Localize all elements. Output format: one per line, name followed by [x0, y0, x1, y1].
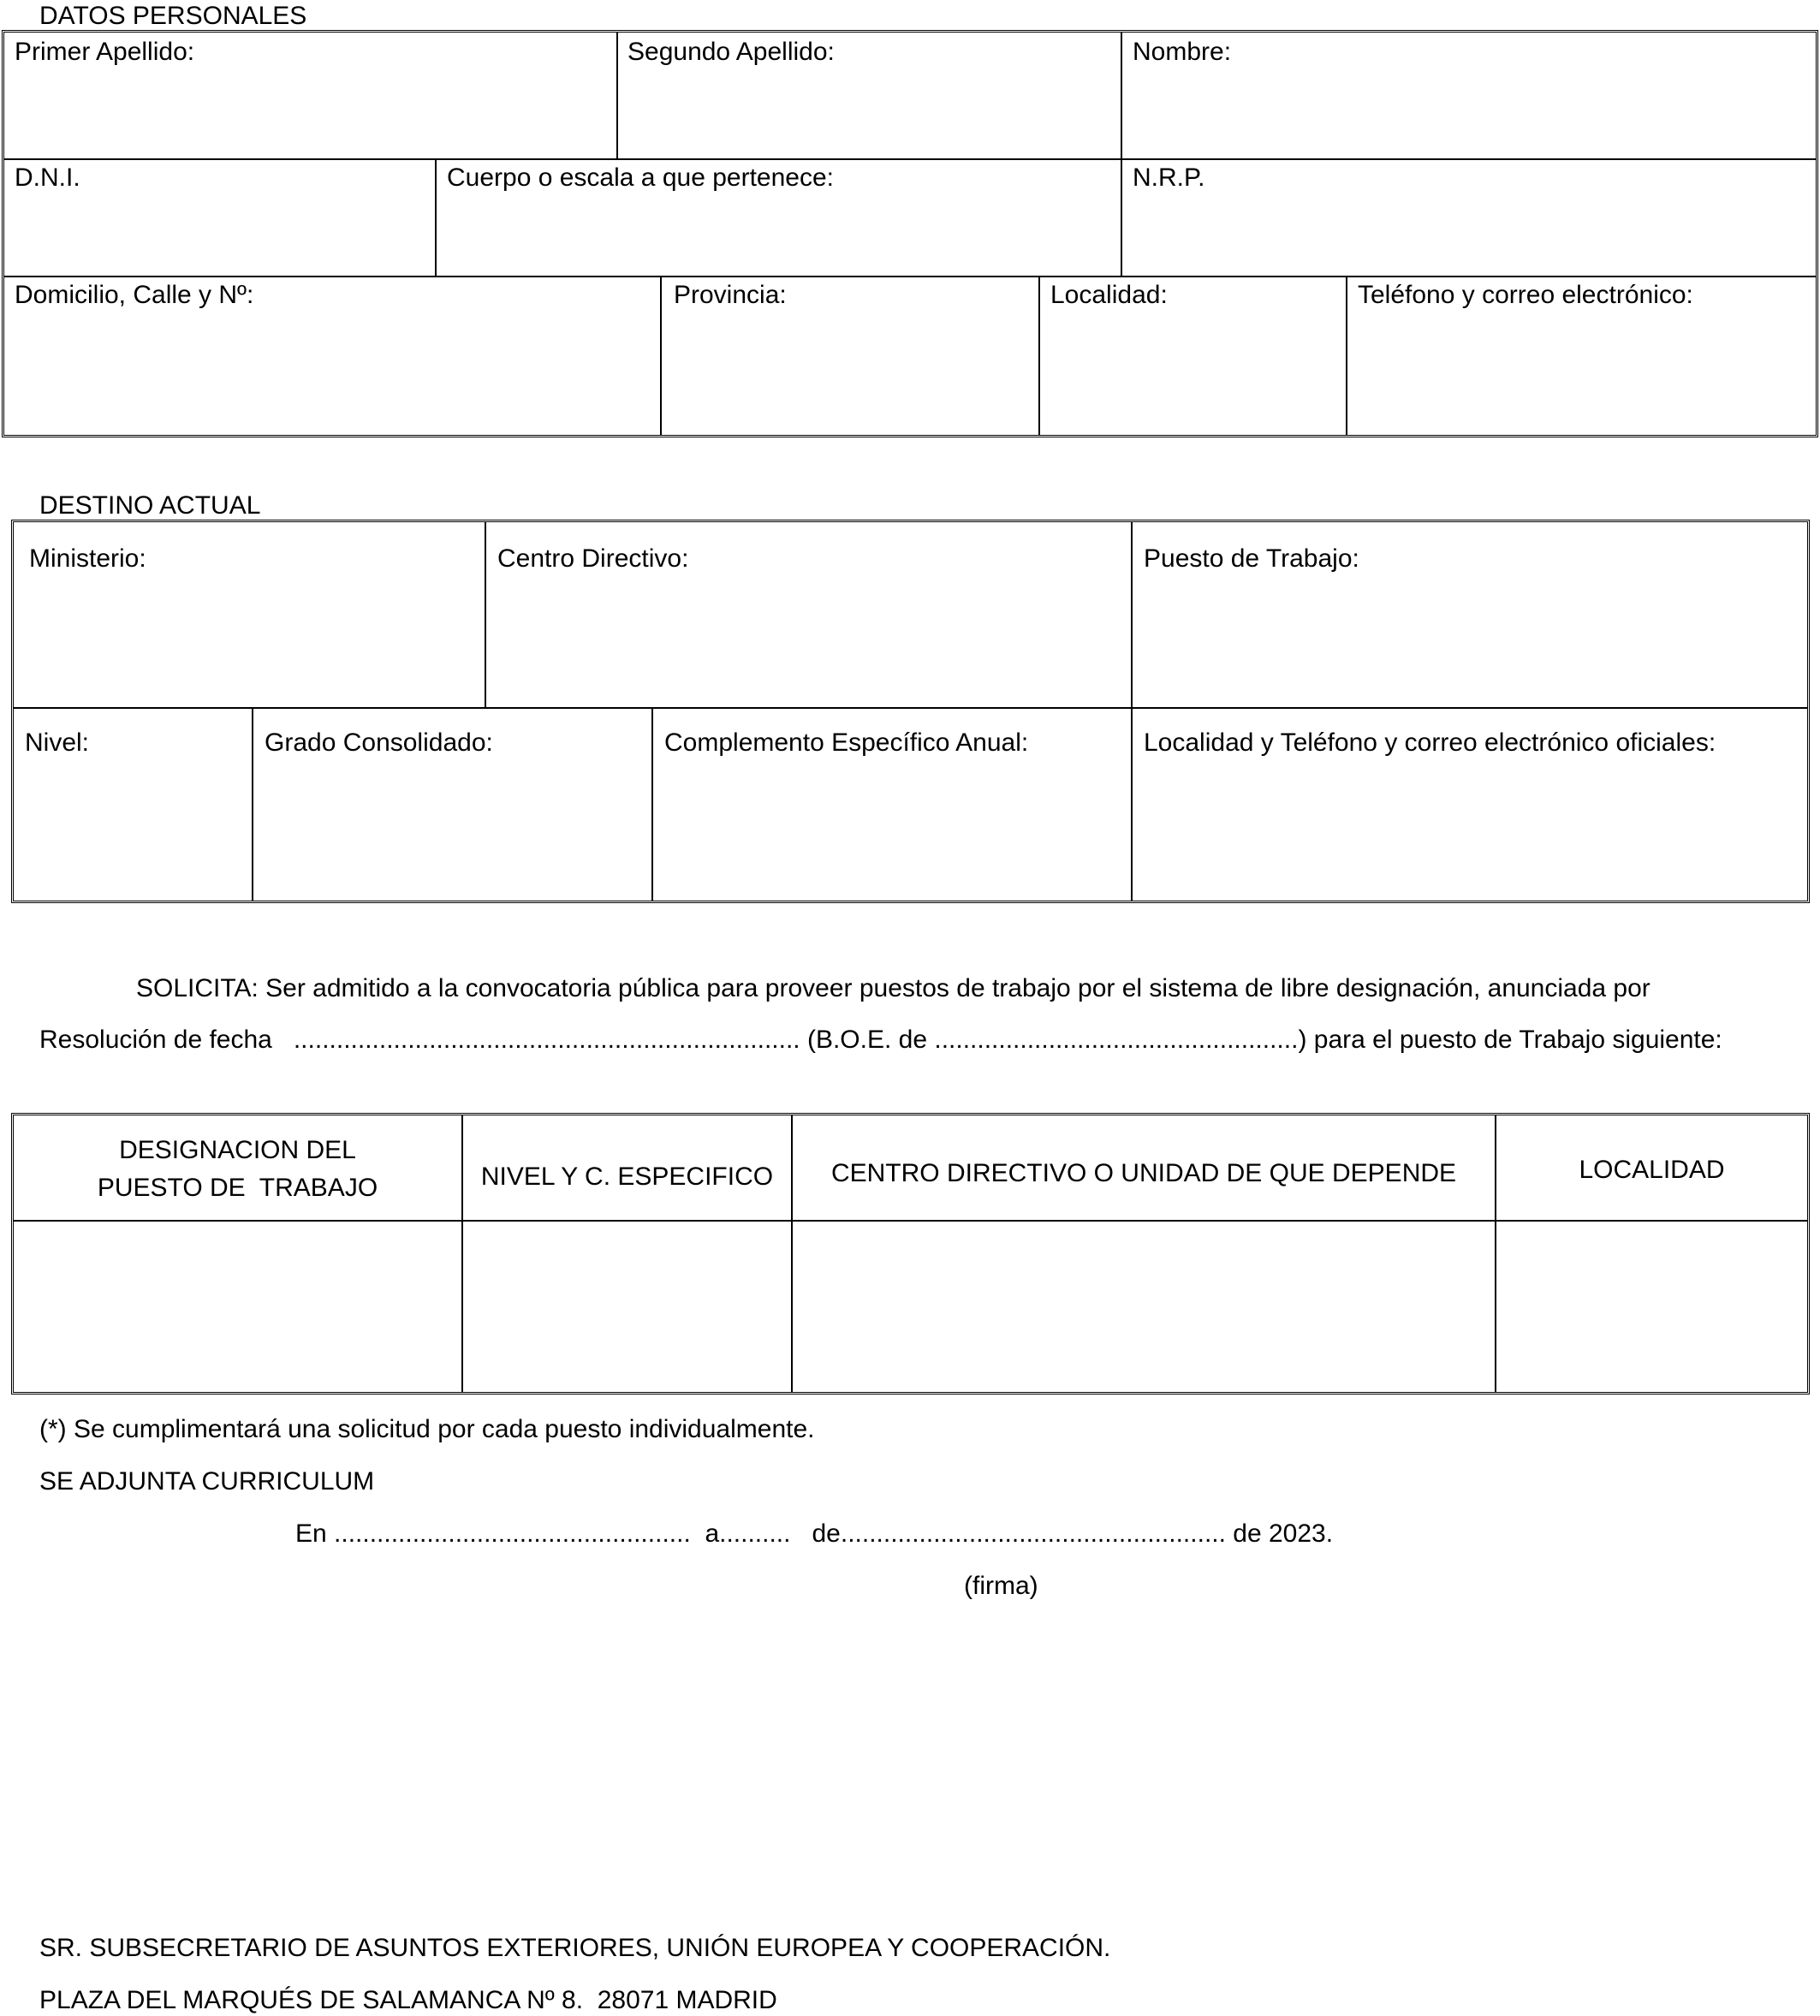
firma-label: (firma) [964, 1572, 1038, 1600]
table-cell-localidad[interactable] [1496, 1222, 1807, 1391]
curriculum-text: SE ADJUNTA CURRICULUM [39, 1467, 375, 1496]
field-nrp[interactable]: N.R.P. [1133, 164, 1205, 192]
table-header-designacion-line1: DESIGNACION DEL [119, 1136, 356, 1164]
section-heading-datos-personales: DATOS PERSONALES [39, 2, 307, 30]
field-ministerio[interactable]: Ministerio: [29, 544, 146, 573]
field-domicilio[interactable]: Domicilio, Calle y Nº: [15, 281, 254, 309]
solicita-text-line1: SOLICITA: Ser admitido a la convocatoria pública para proveer puestos de trabajo por el sistema de libre designación, anunciada por [136, 974, 1650, 1002]
field-nivel[interactable]: Nivel: [25, 728, 90, 757]
field-segundo-apellido[interactable]: Segundo Apellido: [627, 38, 835, 66]
field-puesto-trabajo[interactable]: Puesto de Trabajo: [1144, 544, 1359, 573]
destino-actual-box [11, 520, 1810, 903]
table-cell-designacion[interactable] [14, 1222, 461, 1391]
table-header-nivel: NIVEL Y C. ESPECIFICO [480, 1163, 774, 1191]
divider [14, 707, 1807, 709]
table-header-designacion-line2: PUESTO DE TRABAJO [97, 1173, 378, 1202]
divider [1131, 522, 1133, 901]
fecha-line: En .................................................. a.......... de...................................................... de 2023. [295, 1519, 1334, 1548]
table-header-localidad: LOCALIDAD [1579, 1156, 1725, 1184]
field-complemento-especifico[interactable]: Complemento Específico Anual: [664, 728, 1029, 757]
divider [660, 276, 662, 435]
divider [1038, 276, 1040, 435]
divider [1121, 33, 1122, 158]
datos-personales-box [2, 30, 1818, 437]
divider [252, 707, 253, 901]
field-primer-apellido[interactable]: Primer Apellido: [15, 38, 195, 66]
divider [4, 158, 1816, 160]
divider [651, 707, 653, 901]
section-heading-destino-actual: DESTINO ACTUAL [39, 491, 261, 520]
table-header-designacion [14, 1132, 461, 1206]
field-cuerpo[interactable]: Cuerpo o escala a que pertenece: [447, 164, 834, 192]
direccion-text: PLAZA DEL MARQUÉS DE SALAMANCA Nº 8. 28071 MADRID [39, 1986, 777, 2014]
field-nombre[interactable]: Nombre: [1133, 38, 1232, 66]
divider [1121, 158, 1122, 276]
nota-text: (*) Se cumplimentará una solicitud por cada puesto individualmente. [39, 1415, 815, 1443]
solicita-text-line2: Resolución de fecha ....................................................................... (B.O.E. de ...................................................) para el puesto de Trabajo siguiente: [39, 1026, 1722, 1054]
field-centro-directivo[interactable]: Centro Directivo: [497, 544, 689, 573]
table-cell-centro[interactable] [793, 1222, 1495, 1391]
divider [4, 276, 1816, 277]
field-dni[interactable]: D.N.I. [15, 164, 80, 192]
destinatario-text: SR. SUBSECRETARIO DE ASUNTOS EXTERIORES, UNIÓN EUROPEA Y COOPERACIÓN. [39, 1934, 1111, 1962]
table-cell-nivel[interactable] [463, 1222, 791, 1391]
field-localidad-oficial[interactable]: Localidad y Teléfono y correo electrónico oficiales: [1144, 728, 1716, 757]
field-provincia[interactable]: Provincia: [674, 281, 787, 309]
field-grado-consolidado[interactable]: Grado Consolidado: [265, 728, 493, 757]
field-telefono[interactable]: Teléfono y correo electrónico: [1358, 281, 1693, 309]
divider [435, 158, 437, 276]
field-localidad[interactable]: Localidad: [1050, 281, 1168, 309]
divider [616, 33, 618, 158]
divider [1346, 276, 1347, 435]
divider [485, 522, 486, 707]
table-header-centro-directivo: CENTRO DIRECTIVO O UNIDAD DE QUE DEPENDE [830, 1159, 1457, 1187]
